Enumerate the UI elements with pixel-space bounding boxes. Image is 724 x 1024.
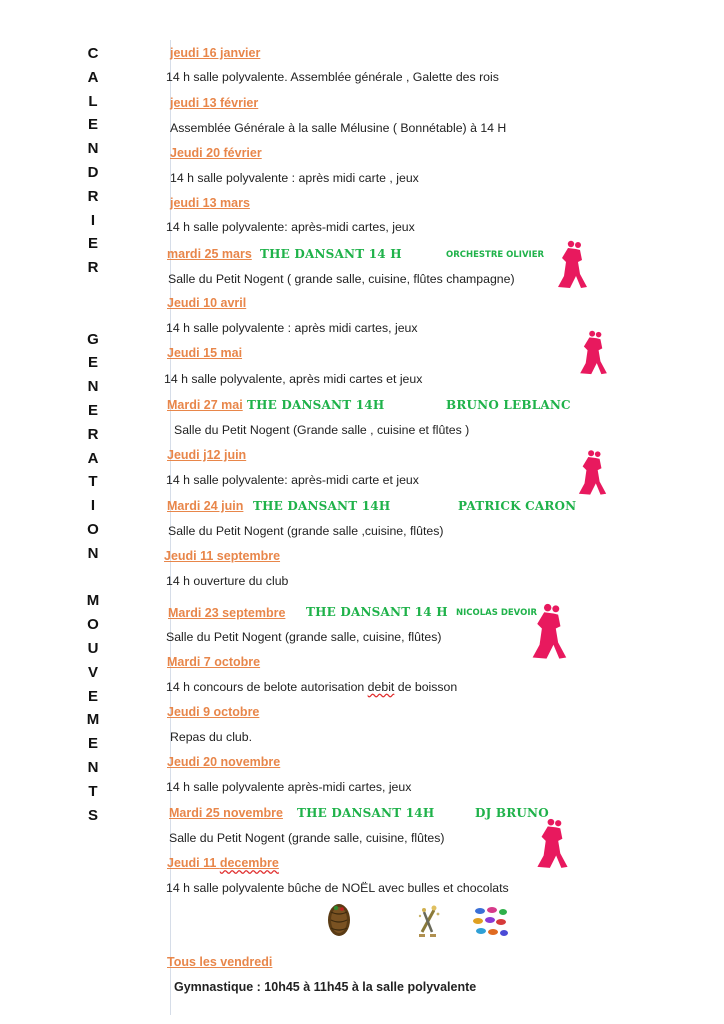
event-text: 14 h salle polyvalente : après midi cartes, jeux [166, 321, 418, 335]
title-letter: N [87, 544, 99, 562]
event-text: 14 h concours de belote autorisation debit de boisson [166, 680, 458, 694]
title-letter: A [87, 68, 99, 86]
title-letter: O [87, 520, 99, 538]
event-date: Jeudi 15 mai [167, 346, 243, 360]
event-text: Repas du club. [170, 730, 253, 744]
event-date: Mardi 25 novembre [169, 806, 283, 820]
spellcheck-word: debit [367, 680, 395, 694]
event-text: Salle du Petit Nogent (grande salle ,cuisine, flûtes) [168, 524, 444, 538]
event-text: 14 h salle polyvalente, après midi cartes et jeux [164, 372, 423, 386]
title-letter: N [87, 140, 99, 158]
dancer-icon [556, 240, 590, 290]
title-letter: I [90, 497, 96, 515]
title-letter: M [86, 711, 100, 729]
title-letter: N [87, 758, 99, 776]
title-letter: A [87, 449, 99, 467]
title-letter: C [87, 45, 99, 62]
title-letter: N [87, 378, 99, 396]
title-letter: V [87, 663, 98, 681]
event-text: Assemblée Générale à la salle Mélusine ( Bonnétable) à 14 H [170, 121, 507, 135]
event-date: Mardi 24 juin [167, 499, 244, 513]
event-text: 14 h ouverture du club [166, 574, 289, 588]
log-cake-icon [325, 902, 353, 938]
title-letter: E [87, 235, 98, 253]
event-date: Jeudi 11 septembre [164, 549, 281, 563]
event-text: 14 h salle polyvalente: après-midi cartes, jeux [166, 220, 415, 234]
title-letter: M [86, 592, 100, 610]
champagne-icon [414, 902, 444, 940]
dance-event-label: THE DANSANT 14H [253, 499, 391, 513]
event-text: 14 h salle polyvalente. Assemblée générale , Galette des rois [166, 70, 499, 84]
weekly-heading: Tous les vendredi [167, 955, 273, 969]
event-text: Salle du Petit Nogent ( grande salle, cuisine, flûtes champagne) [168, 272, 515, 286]
title-letter: R [87, 425, 99, 443]
title-letter: G [87, 330, 99, 348]
title-letter: I [90, 211, 96, 229]
event-date: Mardi 27 mai [167, 398, 243, 412]
event-date: jeudi 13 mars [170, 196, 250, 210]
title-letter: O [87, 616, 99, 634]
title-letter: E [87, 116, 98, 134]
title-letter: T [88, 782, 98, 800]
vertical-title [84, 42, 102, 827]
event-text: Salle du Petit Nogent (Grande salle , cuisine et flûtes ) [174, 423, 470, 437]
title-letter: U [87, 639, 99, 657]
event-text: 14 h salle polyvalente après-midi cartes, jeux [166, 780, 412, 794]
dance-event-label: THE DANSANT 14 H [260, 247, 402, 261]
title-letter: R [87, 187, 99, 205]
band-name: ORCHESTRE OLIVIER [446, 250, 545, 260]
event-text: Salle du Petit Nogent (grande salle, cuisine, flûtes) [166, 630, 442, 644]
event-date: Mardi 7 octobre [167, 655, 261, 669]
title-word-mouvements [84, 589, 102, 827]
event-date: Jeudi 20 novembre [167, 755, 281, 769]
event-text: 14 h salle polyvalente: après-midi carte et jeux [166, 473, 419, 487]
spellcheck-word: decembre [219, 856, 279, 870]
dance-event-label: THE DANSANT 14 H [306, 605, 448, 619]
dance-event-label: THE DANSANT 14H [247, 398, 385, 412]
event-date: Jeudi 11 decembre [167, 856, 279, 870]
title-letter: E [87, 401, 98, 419]
event-date: mardi 25 mars [167, 247, 252, 261]
title-letter: E [87, 354, 98, 372]
event-date: Jeudi 9 octobre [167, 705, 260, 719]
event-date: Jeudi 10 avril [167, 296, 247, 310]
event-text: 14 h salle polyvalente : après midi carte , jeux [170, 171, 419, 185]
weekly-text: Gymnastique : 10h45 à 11h45 à la salle polyvalente [174, 980, 477, 994]
title-letter: L [88, 92, 98, 110]
title-letter: D [87, 163, 99, 181]
title-word-generation [84, 328, 102, 566]
title-letter: E [87, 687, 98, 705]
event-text: Salle du Petit Nogent (grande salle, cuisine, flûtes) [169, 831, 445, 845]
event-text: 14 h salle polyvalente bûche de NOËL avec bulles et chocolats [166, 881, 509, 895]
event-date: jeudi 13 février [170, 96, 259, 110]
band-name: NICOLAS DEVOIR [456, 608, 538, 618]
dancer-icon [528, 603, 572, 661]
title-letter: S [87, 806, 98, 824]
event-date: Mardi 23 septembre [168, 606, 286, 620]
candies-icon [470, 905, 510, 941]
dancer-icon [535, 818, 571, 870]
dance-event-label: THE DANSANT 14H [297, 806, 435, 820]
event-date: Jeudi j12 juin [167, 448, 247, 462]
title-word-calendrier [84, 42, 102, 280]
event-date: jeudi 16 janvier [170, 46, 261, 60]
title-letter: T [88, 473, 98, 491]
band-name: BRUNO LEBLANC [446, 398, 571, 412]
band-name: DJ BRUNO [475, 806, 549, 820]
event-date: Jeudi 20 février [170, 146, 262, 160]
title-letter: E [87, 735, 98, 753]
title-letter: R [87, 259, 99, 277]
dancer-icon [577, 447, 609, 499]
dancer-icon [577, 330, 611, 376]
band-name: PATRICK CARON [458, 499, 577, 513]
